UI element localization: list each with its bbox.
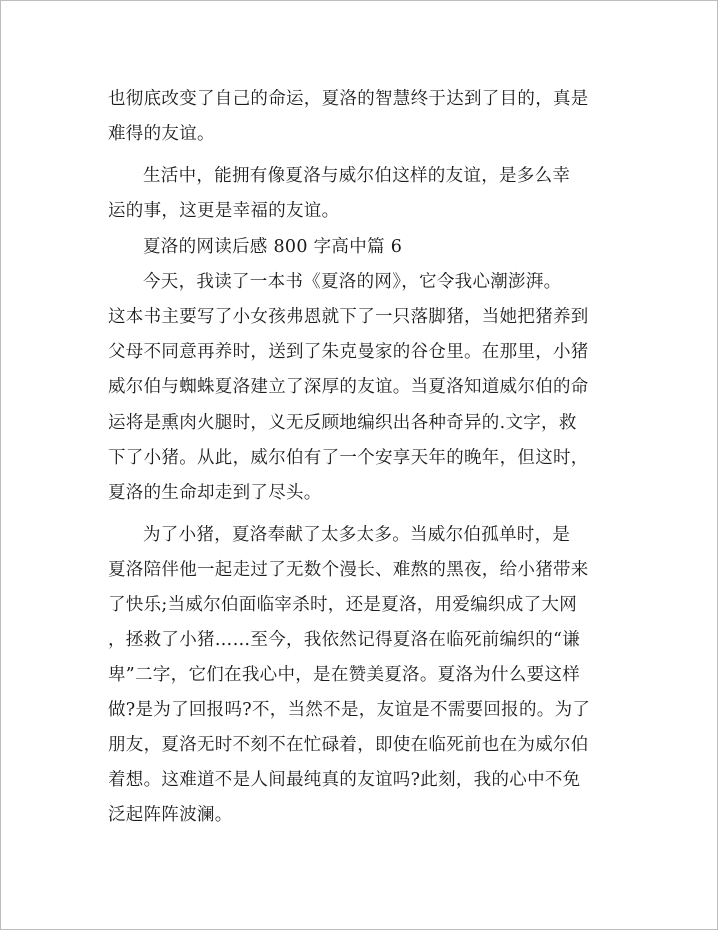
text-line: ，拯救了小猪……至今，我依然记得夏洛在临死前编织的“谦 — [108, 630, 581, 650]
section-heading: 夏洛的网读后感 800 字高中篇 6 — [143, 237, 403, 257]
text-line: 做?是为了回报吗?不，当然不是，友谊是不需要回报的。为了 — [108, 700, 591, 720]
text-line: 卑”二字，它们在我心中，是在赞美夏洛。夏洛为什么要这样 — [108, 665, 581, 685]
text-line: 着想。这难道不是人间最纯真的友谊吗?此刻，我的心中不免 — [108, 770, 581, 790]
text-line: 今天，我读了一本书《夏洛的网》，它令我心潮澎湃。 — [143, 272, 562, 292]
text-line: 这本书主要写了小女孩弗恩就下了一只落脚猪，当她把猪养到 — [108, 307, 589, 327]
text-line: 难得的友谊。 — [108, 124, 215, 144]
text-line: 也彻底改变了自己的命运，夏洛的智慧终于达到了目的，真是 — [108, 89, 589, 109]
text-line: 运的事，这更是幸福的友谊。 — [108, 201, 340, 221]
text-line: 生活中，能拥有像夏洛与威尔伯这样的友谊，是多么幸 — [143, 166, 571, 186]
text-line: 了快乐;当威尔伯面临宰杀时，还是夏洛，用爱编织成了大网 — [108, 595, 577, 615]
text-line: 朋友，夏洛无时不刻不在忙碌着，即使在临死前也在为威尔伯 — [108, 735, 589, 755]
text-line: 下了小猪。从此，威尔伯有了一个安享天年的晚年，但这时， — [108, 448, 589, 468]
text-line: 运将是熏肉火腿时，义无反顾地编织出各种奇异的.文字，救 — [108, 413, 577, 433]
text-line: 父母不同意再养时，送到了朱克曼家的谷仓里。在那里，小猪 — [108, 342, 589, 362]
text-line: 夏洛陪伴他一起走过了无数个漫长、难熬的黑夜，给小猪带来 — [108, 560, 589, 580]
text-line: 威尔伯与蜘蛛夏洛建立了深厚的友谊。当夏洛知道威尔伯的命 — [108, 377, 589, 397]
text-line: 夏洛的生命却走到了尽头。 — [108, 483, 322, 503]
text-line: 泛起阵阵波澜。 — [108, 805, 233, 825]
text-line: 为了小猪，夏洛奉献了太多太多。当威尔伯孤单时，是 — [143, 525, 571, 545]
